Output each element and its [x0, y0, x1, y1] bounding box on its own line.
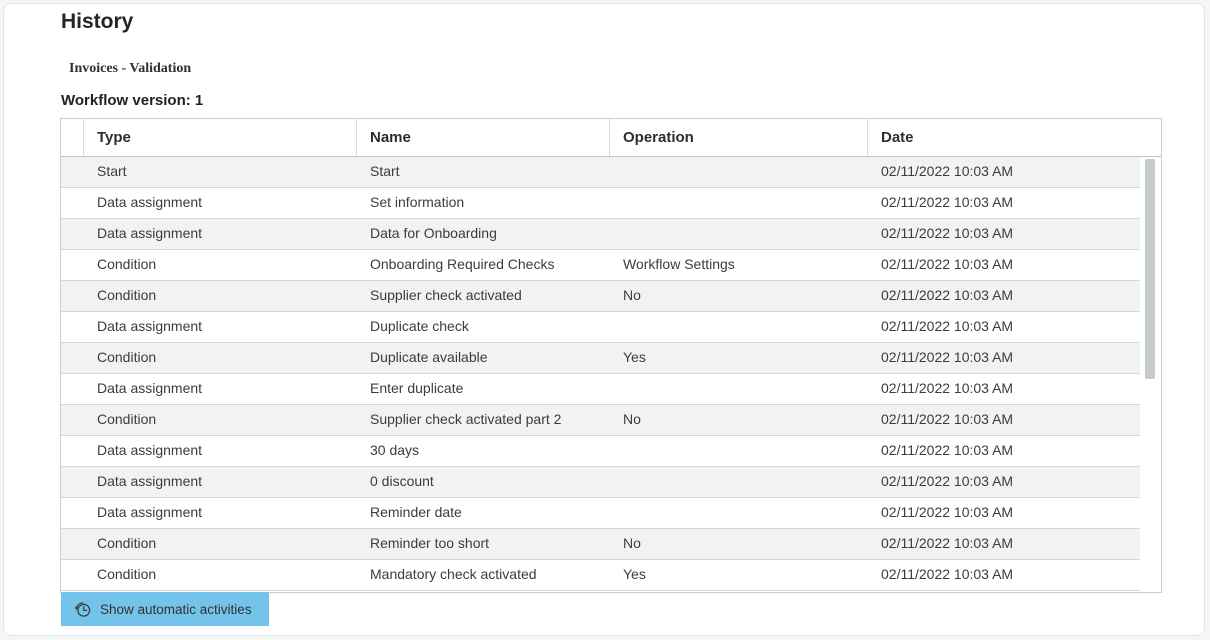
workflow-version-label: Workflow version: 1 — [61, 92, 204, 109]
cell-date: 02/11/2022 10:03 AM — [881, 349, 1014, 365]
cell-name: Supplier check activated part 2 — [370, 411, 562, 427]
workflow-name: Invoices - Validation — [69, 61, 192, 76]
page-title: History — [61, 10, 134, 33]
cell-type: Data assignment — [97, 504, 203, 520]
table-row[interactable] — [61, 343, 1140, 374]
cell-name: Reminder date — [370, 504, 462, 520]
cell-name: Reminder too short — [370, 535, 490, 551]
cell-handle — [61, 312, 84, 342]
cell-name: Duplicate available — [370, 349, 488, 365]
cell-operation: Yes — [623, 566, 646, 582]
cell-handle — [61, 498, 84, 528]
cell-date: 02/11/2022 10:03 AM — [881, 225, 1014, 241]
cell-type: Data assignment — [97, 473, 203, 489]
cell-handle — [61, 529, 84, 559]
table-row[interactable] — [61, 405, 1140, 436]
cell-type: Data assignment — [97, 442, 203, 458]
cell-operation: No — [623, 535, 641, 551]
cell-operation: Workflow Settings — [623, 256, 735, 272]
cell-date: 02/11/2022 10:03 AM — [881, 380, 1014, 396]
cell-name: Duplicate check — [370, 318, 469, 334]
cell-handle — [61, 281, 84, 311]
table-header-type[interactable]: Type — [84, 119, 357, 156]
cell-handle — [61, 405, 84, 435]
cell-type: Condition — [97, 566, 157, 582]
show-automatic-activities-label: Show automatic activities — [100, 601, 252, 617]
table-body — [61, 157, 1140, 592]
cell-date: 02/11/2022 10:03 AM — [881, 411, 1014, 427]
cell-handle — [61, 560, 84, 590]
table-row[interactable] — [61, 498, 1140, 529]
table-row[interactable] — [61, 560, 1140, 591]
cell-operation — [610, 467, 868, 497]
cell-date: 02/11/2022 10:03 AM — [881, 163, 1014, 179]
cell-operation: No — [623, 287, 641, 303]
cell-date: 02/11/2022 10:03 AM — [881, 504, 1014, 520]
table-header-operation[interactable]: Operation — [610, 119, 868, 156]
cell-name: 30 days — [370, 442, 420, 458]
table-row[interactable] — [61, 436, 1140, 467]
cell-operation — [610, 498, 868, 528]
cell-handle — [61, 374, 84, 404]
cell-operation — [610, 188, 868, 218]
cell-date: 02/11/2022 10:03 AM — [881, 287, 1014, 303]
cell-date: 02/11/2022 10:03 AM — [881, 566, 1014, 582]
cell-handle — [61, 250, 84, 280]
table-row[interactable] — [61, 219, 1140, 250]
cell-type: Condition — [97, 287, 157, 303]
table-header-row — [61, 119, 1161, 157]
history-icon — [73, 600, 92, 619]
cell-type: Data assignment — [97, 194, 203, 210]
table-header-name[interactable]: Name — [357, 119, 610, 156]
cell-type: Data assignment — [97, 380, 203, 396]
table-row[interactable] — [61, 157, 1140, 188]
show-automatic-activities-button[interactable] — [61, 592, 269, 626]
table-row[interactable] — [61, 467, 1140, 498]
table-header-date[interactable]: Date — [881, 129, 914, 146]
cell-date: 02/11/2022 10:03 AM — [881, 442, 1014, 458]
cell-handle — [61, 188, 84, 218]
cell-date: 02/11/2022 10:03 AM — [881, 473, 1014, 489]
table-header-handle-column — [61, 119, 84, 156]
cell-type: Start — [97, 163, 127, 179]
cell-date: 02/11/2022 10:03 AM — [881, 535, 1014, 551]
cell-type: Condition — [97, 256, 157, 272]
cell-operation — [610, 219, 868, 249]
cell-operation — [610, 436, 868, 466]
cell-handle — [61, 219, 84, 249]
cell-type: Data assignment — [97, 318, 203, 334]
cell-operation: No — [623, 411, 641, 427]
cell-name: Mandatory check activated — [370, 566, 537, 582]
cell-operation — [610, 157, 868, 187]
cell-handle — [61, 343, 84, 373]
cell-handle — [61, 436, 84, 466]
table-row[interactable] — [61, 188, 1140, 219]
cell-operation: Yes — [623, 349, 646, 365]
cell-name: Data for Onboarding — [370, 225, 497, 241]
cell-type: Data assignment — [97, 225, 203, 241]
cell-name: Start — [370, 163, 400, 179]
table-row[interactable] — [61, 374, 1140, 405]
cell-name: Supplier check activated — [370, 287, 522, 303]
table-row[interactable] — [61, 281, 1140, 312]
cell-date: 02/11/2022 10:03 AM — [881, 318, 1014, 334]
cell-date: 02/11/2022 10:03 AM — [881, 256, 1014, 272]
scrollbar-thumb[interactable] — [1145, 159, 1155, 379]
cell-operation — [610, 374, 868, 404]
table-row[interactable] — [61, 529, 1140, 560]
cell-name: Enter duplicate — [370, 380, 464, 396]
cell-handle — [61, 467, 84, 497]
cell-type: Condition — [97, 535, 157, 551]
cell-name: Set information — [370, 194, 465, 210]
cell-name: Onboarding Required Checks — [370, 256, 555, 272]
cell-name: 0 discount — [370, 473, 434, 489]
table-row[interactable] — [61, 312, 1140, 343]
cell-type: Condition — [97, 349, 157, 365]
vertical-scrollbar[interactable] — [1140, 157, 1161, 592]
cell-operation — [610, 312, 868, 342]
cell-handle — [61, 157, 84, 187]
cell-date: 02/11/2022 10:03 AM — [881, 194, 1014, 210]
history-table — [60, 118, 1162, 593]
cell-type: Condition — [97, 411, 157, 427]
table-row[interactable] — [61, 250, 1140, 281]
